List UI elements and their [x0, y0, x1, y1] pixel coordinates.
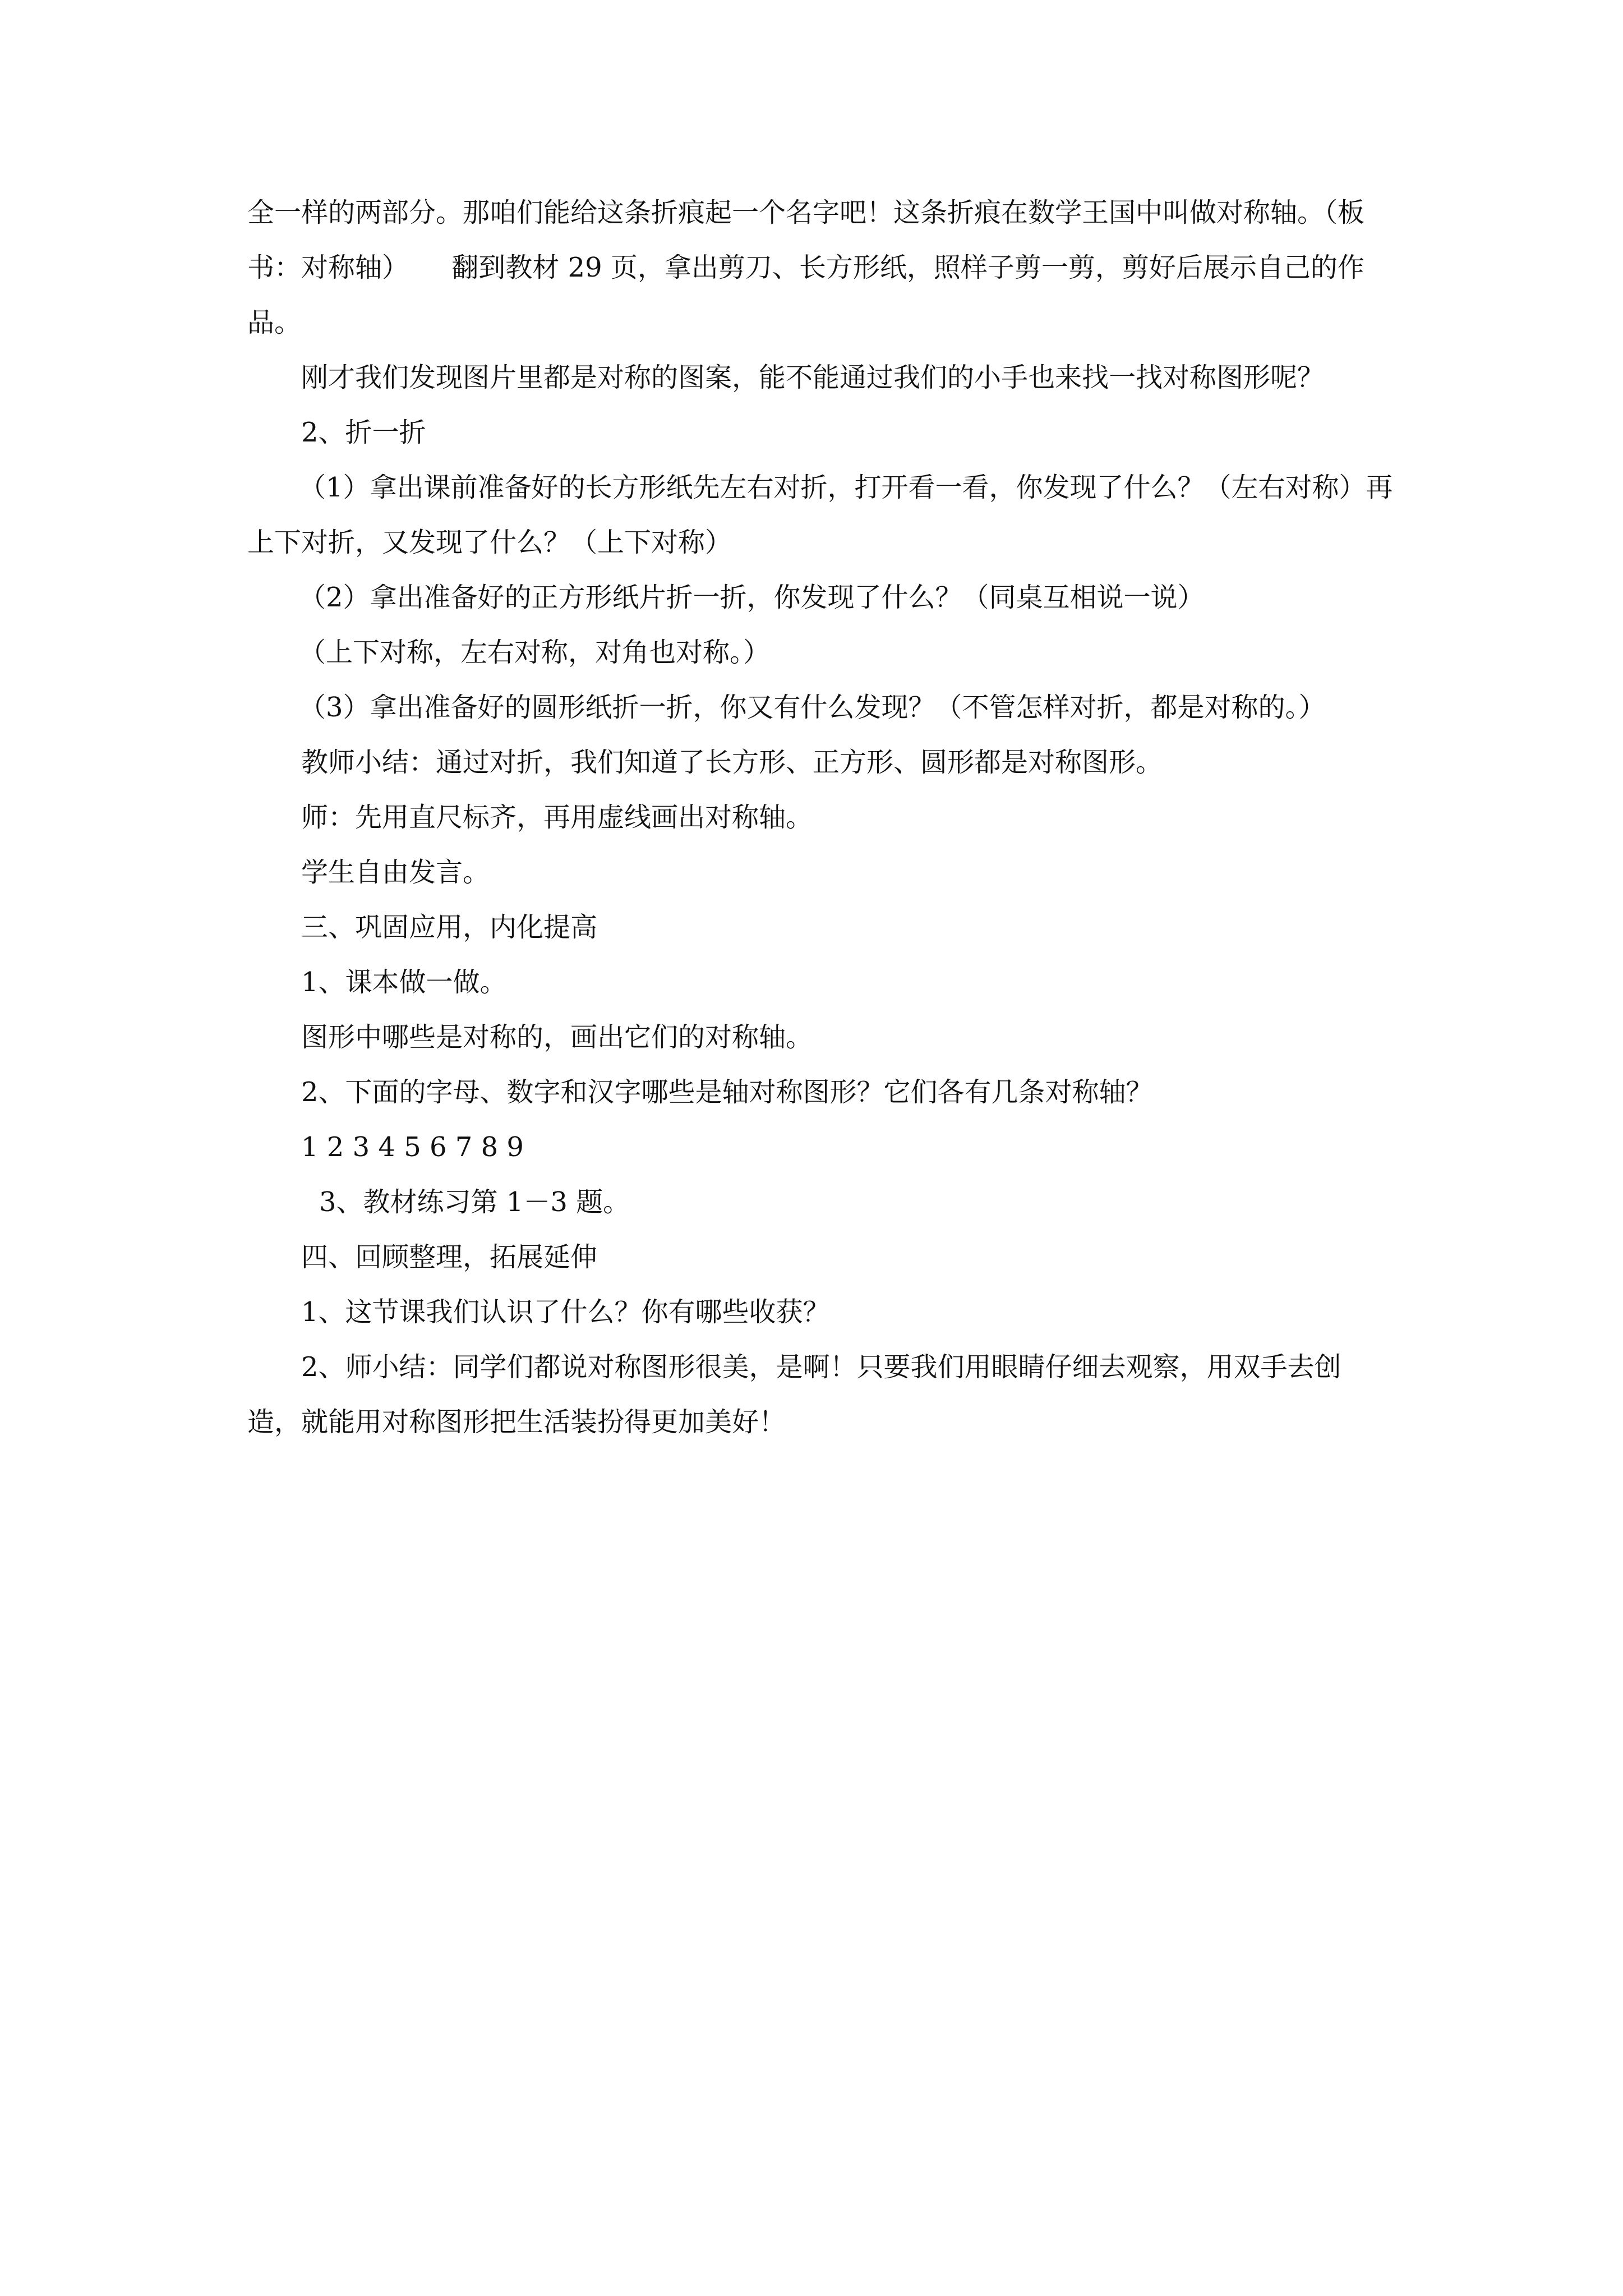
paragraph-which-symmetric: 图形中哪些是对称的，画出它们的对称轴。 [301, 1022, 813, 1053]
paragraph-rectangle-fold: （1）拿出课前准备好的长方形纸先左右对折，打开看一看，你发现了什么？（左右对称）再上下对折，又发现了什么？（上下对称） [247, 472, 1393, 558]
paragraph-digit-row: 1 2 3 4 5 6 7 8 9 [301, 1131, 524, 1163]
list-item-teacher-conclusion: 2、师小结：同学们都说对称图形很美，是啊！只要我们用眼睛仔细去观察，用双手去创造，就能用对称图形把生活装扮得更加美好！ [247, 1351, 1341, 1438]
list-item-letters-digits: 2、下面的字母、数字和汉字哪些是轴对称图形？它们各有几条对称轴？ [301, 1076, 1153, 1108]
heading-section-three: 三、巩固应用，内化提高 [301, 912, 598, 943]
heading-fold: 2、折一折 [301, 417, 426, 448]
paragraph-find-symmetric-shapes: 刚才我们发现图片里都是对称的图案，能不能通过我们的小手也来找一找对称图形呢？ [301, 362, 1325, 393]
paragraph-teacher-summary: 教师小结：通过对折，我们知道了长方形、正方形、圆形都是对称图形。 [301, 747, 1163, 778]
paragraph-axis-of-symmetry-intro: 全一样的两部分。那咱们能给这条折痕起一个名字吧！这条折痕在数学王国中叫做对称轴。（板书：对称轴） 翻到教材 29 页，拿出剪刀、长方形纸，照样子剪一剪，剪好后展示自己的作品。 [247, 197, 1365, 338]
list-item-textbook-exercise: 1、课本做一做。 [301, 967, 507, 998]
paragraph-square-fold: （2）拿出准备好的正方形纸片折一折，你发现了什么？（同桌互相说一说） [299, 582, 1205, 613]
paragraph-circle-fold: （3）拿出准备好的圆形纸折一折，你又有什么发现？（不管怎样对折，都是对称的。） [299, 692, 1326, 723]
list-item-what-learned: 1、这节课我们认识了什么？你有哪些收获？ [301, 1296, 830, 1328]
document-body [247, 185, 1394, 1450]
list-item-textbook-practice: 3、教材练习第 1－3 题。 [319, 1186, 630, 1218]
paragraph-students-speak: 学生自由发言。 [301, 857, 490, 888]
paragraph-draw-axis: 师：先用直尺标齐，再用虚线画出对称轴。 [301, 802, 813, 833]
heading-section-four: 四、回顾整理，拓展延伸 [301, 1241, 598, 1273]
paragraph-square-result: （上下对称，左右对称，对角也对称。） [299, 637, 771, 668]
